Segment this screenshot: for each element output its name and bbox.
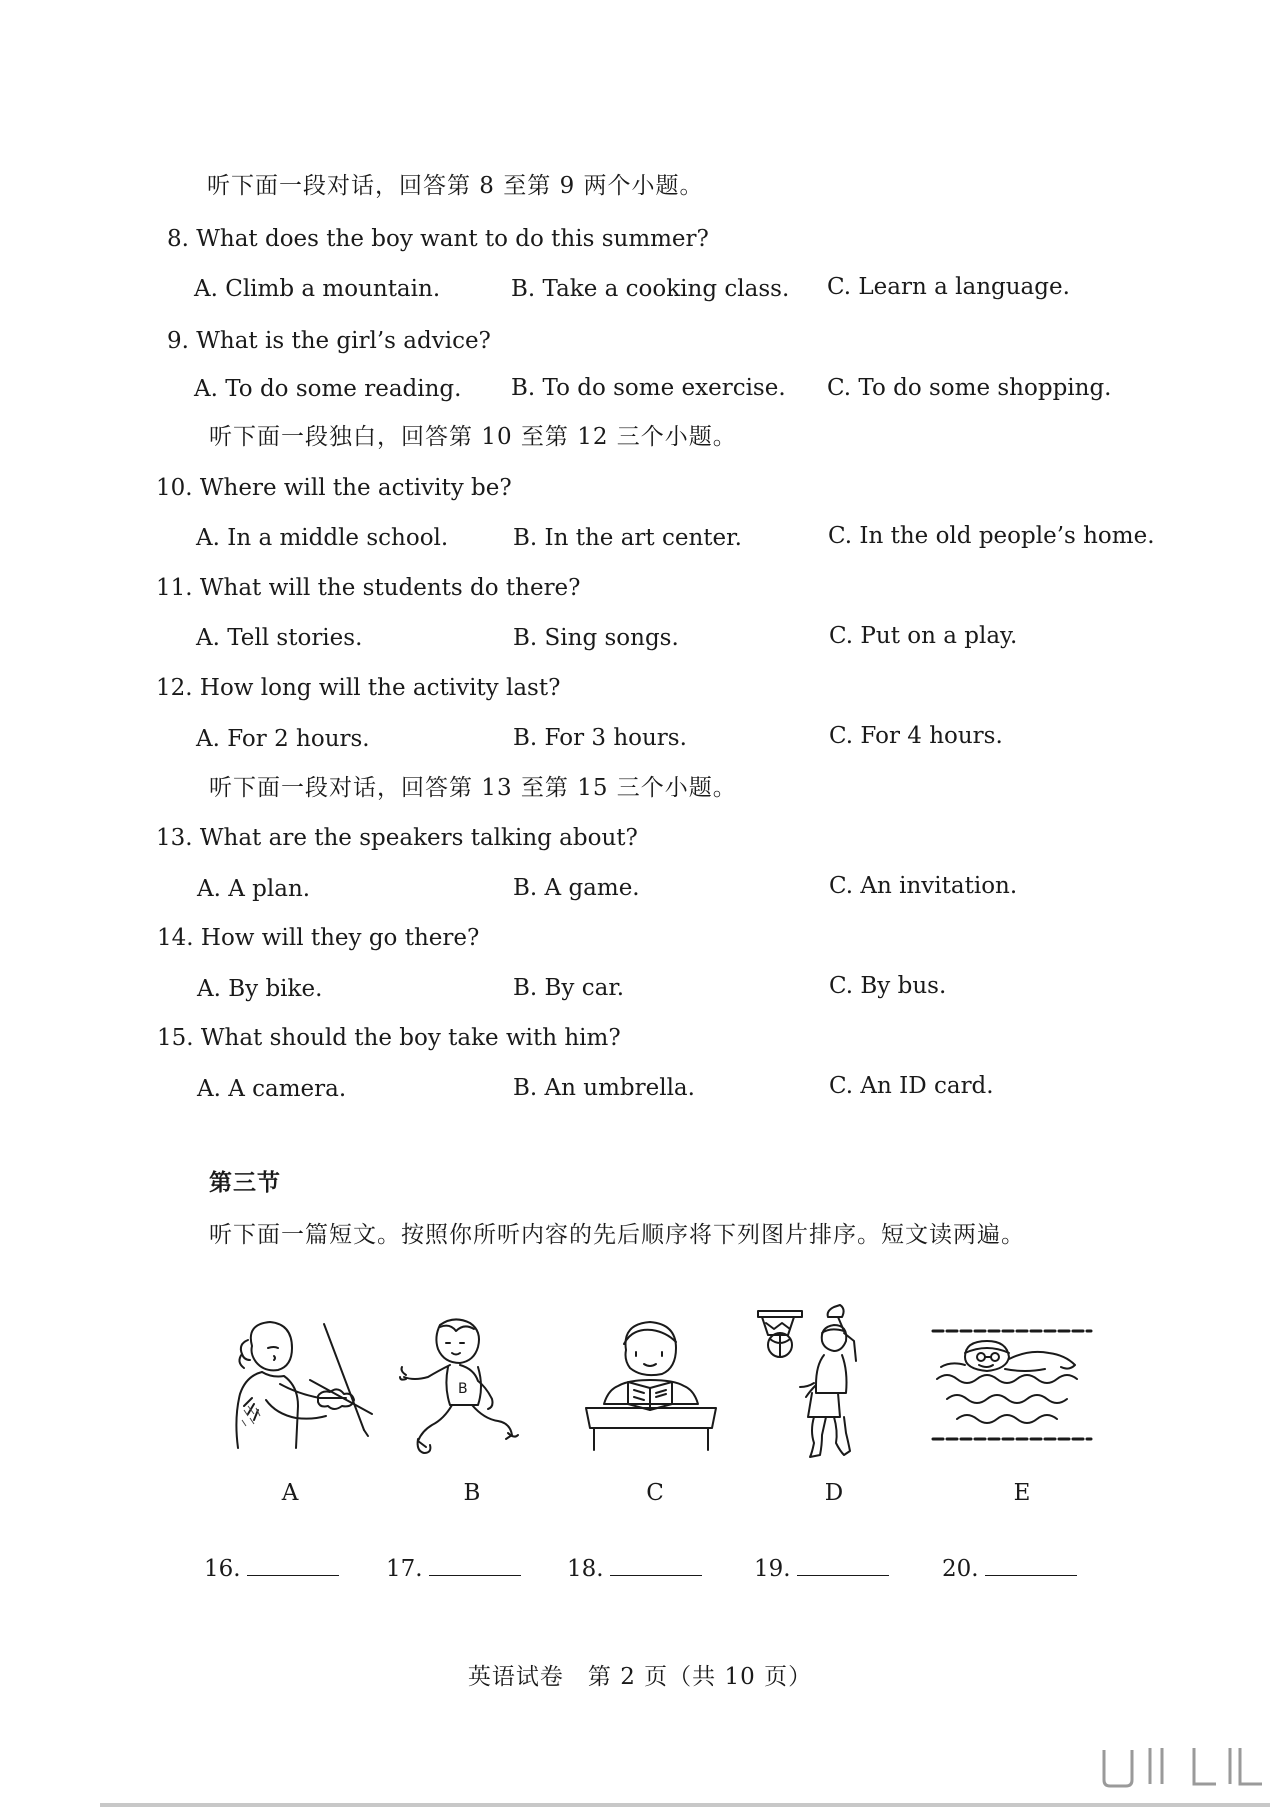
picture-letter: C (646, 1480, 664, 1506)
option-a: A. A plan. (197, 876, 311, 902)
answer-blank-20[interactable] (942, 1554, 1077, 1584)
boy-running-icon (398, 1313, 524, 1473)
blank-number: 19. (754, 1556, 791, 1582)
option-c: C. In the old people’s home. (828, 523, 1155, 549)
option-b: B. In the art center. (513, 525, 742, 551)
option-c: C. Put on a play. (829, 623, 1018, 649)
question-stem: 11. What will the students do there? (156, 575, 581, 601)
section-instruction: 听下面一段独白，回答第 10 至第 12 三个小题。 (209, 424, 737, 450)
question-stem: 10. Where will the activity be? (156, 475, 512, 501)
blank-line[interactable] (797, 1555, 889, 1576)
blank-line[interactable] (985, 1555, 1077, 1576)
option-a: A. Tell stories. (196, 625, 363, 651)
option-b: B. By car. (513, 975, 625, 1001)
option-a: A. A camera. (197, 1076, 347, 1102)
picture-letter: B (463, 1480, 481, 1506)
question-stem: 14. How will they go there? (157, 925, 480, 951)
option-a: A. For 2 hours. (196, 726, 370, 752)
option-b: B. To do some exercise. (511, 375, 786, 401)
scan-bottom-edge (100, 1803, 1270, 1807)
section-instruction: 听下面一段对话，回答第 8 至第 9 两个小题。 (207, 173, 704, 199)
picture-letter: A (281, 1480, 299, 1506)
answer-blank-19[interactable] (754, 1554, 889, 1584)
svg-text:B: B (458, 1381, 468, 1397)
question-stem: 9. What is the girl’s advice? (167, 328, 491, 354)
answer-blank-18[interactable] (567, 1554, 702, 1584)
option-b: B. Sing songs. (513, 625, 679, 651)
scan-edge-marks (1090, 1742, 1270, 1792)
section-instruction: 听下面一段对话，回答第 13 至第 15 三个小题。 (209, 775, 737, 801)
option-c: C. To do some shopping. (827, 375, 1112, 401)
picture-letter: E (1013, 1480, 1031, 1506)
page-footer: 英语试卷 第 2 页（共 10 页） (467, 1664, 813, 1690)
option-a: A. By bike. (197, 976, 323, 1002)
answer-blank-16[interactable] (204, 1554, 339, 1584)
option-c: C. An invitation. (829, 873, 1018, 899)
option-c: C. For 4 hours. (829, 723, 1003, 749)
blank-number: 16. (204, 1556, 241, 1582)
option-c: C. Learn a language. (827, 274, 1070, 300)
blank-number: 20. (942, 1556, 979, 1582)
part3-instruction: 听下面一篇短文。按照你所听内容的先后顺序将下列图片排序。短文读两遍。 (209, 1222, 1025, 1248)
swimmer-icon (929, 1325, 1095, 1445)
girl-playing-violin-icon (222, 1318, 378, 1458)
option-b: B. Take a cooking class. (511, 276, 790, 302)
option-b: B. An umbrella. (513, 1075, 695, 1101)
question-stem: 15. What should the boy take with him? (157, 1025, 621, 1051)
picture-letter: D (824, 1480, 844, 1506)
blank-line[interactable] (429, 1555, 521, 1576)
blank-line[interactable] (610, 1555, 702, 1576)
option-a: A. Climb a mountain. (194, 276, 441, 302)
blank-number: 18. (567, 1556, 604, 1582)
option-b: B. For 3 hours. (513, 725, 687, 751)
blank-line[interactable] (247, 1555, 339, 1576)
part3-heading: 第三节 (209, 1169, 281, 1196)
option-a: A. In a middle school. (196, 525, 449, 551)
question-stem: 12. How long will the activity last? (156, 675, 561, 701)
answer-blank-17[interactable] (386, 1554, 521, 1584)
option-b: B. A game. (513, 875, 640, 901)
option-a: A. To do some reading. (194, 376, 462, 402)
option-c: C. By bus. (829, 973, 947, 999)
question-stem: 13. What are the speakers talking about? (156, 825, 638, 851)
option-c: C. An ID card. (829, 1073, 994, 1099)
question-stem: 8. What does the boy want to do this summer? (167, 226, 709, 252)
boy-playing-basketball-icon (752, 1303, 882, 1471)
boy-reading-book-icon (578, 1316, 724, 1456)
blank-number: 17. (386, 1556, 423, 1582)
